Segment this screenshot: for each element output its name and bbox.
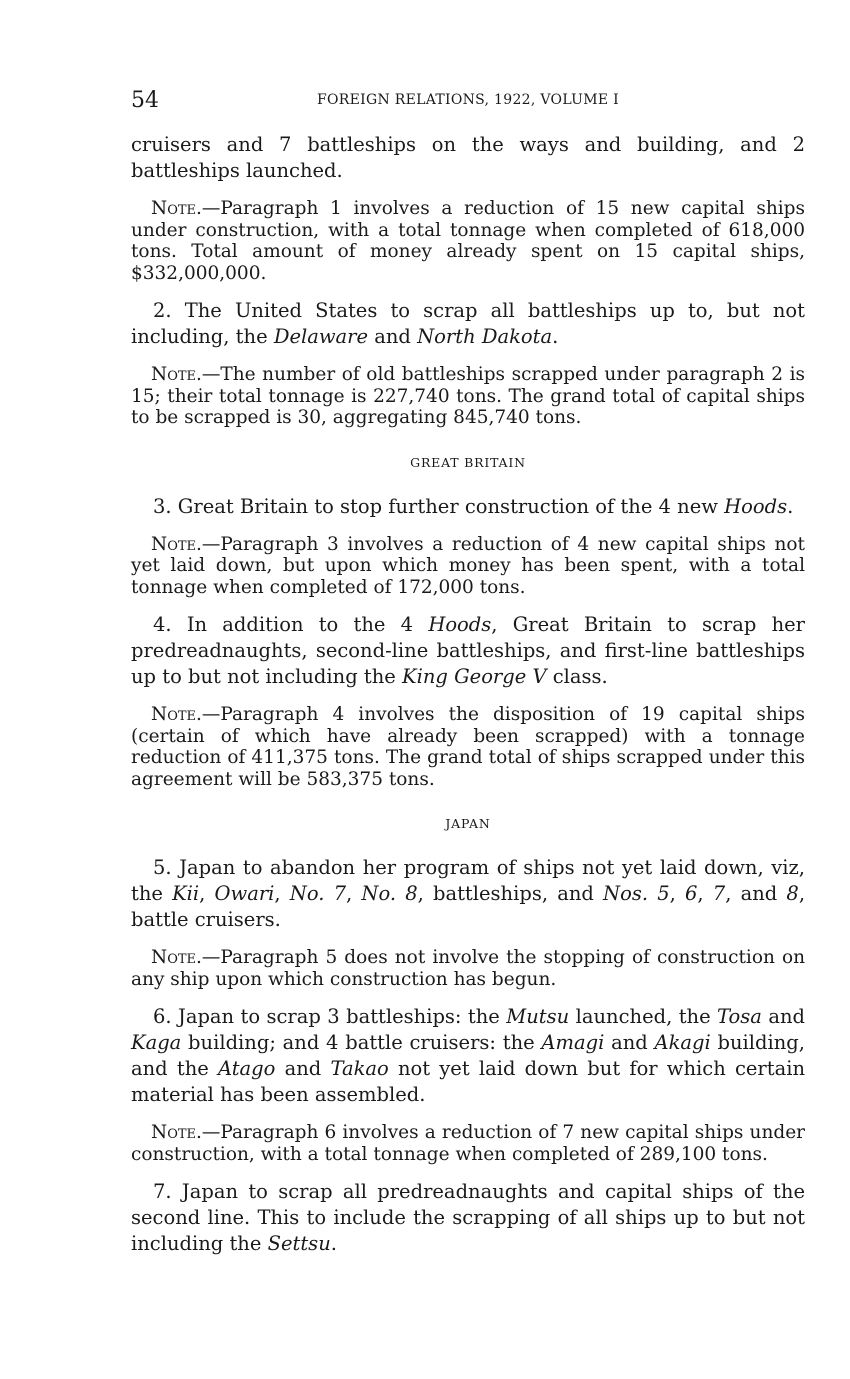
text-run: . <box>787 494 794 518</box>
text-run: , battleships, and <box>417 882 604 905</box>
paragraph-5 <box>131 855 805 933</box>
ship-name: Nos. 5 <box>603 882 670 905</box>
paragraph-2 <box>131 298 805 350</box>
note-paragraph-3 <box>131 534 805 599</box>
note-label: Note. <box>151 1122 202 1143</box>
ship-name: Hoods <box>724 494 788 518</box>
text-run: building; and 4 battle cruisers: the <box>181 1031 542 1054</box>
text-run: 2. The United States to scrap all battleships up to, but not including, the <box>131 299 805 348</box>
paragraph-4 <box>131 612 805 690</box>
note-text: —Paragraph 1 involves a reduction of 15 new capital ships under construction, with a total tonnage when completed of 618,000 tons. Total amount of money already spent on 15 capital ships, $332,000,000. <box>131 198 805 284</box>
ship-name: No. 7 <box>289 882 347 905</box>
note-text: —Paragraph 6 involves a reduction of 7 new capital ships under construction, with a total tonnage when completed of 289,100 tons. <box>131 1122 805 1165</box>
note-paragraph-4 <box>131 704 805 790</box>
ship-name: Takao <box>330 1057 389 1080</box>
text-run: and <box>368 325 418 348</box>
text-run: . <box>330 1232 337 1255</box>
text-run: , and <box>725 882 787 905</box>
ship-name: Settsu <box>267 1232 331 1255</box>
note-label: Note. <box>151 533 202 555</box>
ship-name: Kii <box>172 882 200 905</box>
text-run: , <box>346 882 362 905</box>
text-run: and <box>604 1031 655 1054</box>
text-run: class. <box>546 665 608 688</box>
text-run: and <box>761 1005 805 1028</box>
text-run: 6. Japan to scrap 3 battleships: the <box>153 1005 507 1028</box>
note-paragraph-6 <box>131 1122 805 1165</box>
text-run: , Great Britain to scrap her predreadnaughts, second-line battleships, and first-line battleships up to but not including the <box>131 613 805 688</box>
note-text: —Paragraph 5 does not involve the stopping of construction on any ship upon which construction has begun. <box>131 947 805 990</box>
ship-name: 7 <box>712 882 726 905</box>
ship-name: Tosa <box>717 1005 762 1028</box>
note-text: —The number of old battleships scrapped under paragraph 2 is 15; their total tonnage is 227,740 tons. The grand total of capital ships to be scrapped is 30, aggregating 845,740 tons. <box>131 364 805 428</box>
text-run: not yet laid down but for which certain material has been assembled. <box>131 1057 805 1106</box>
note-paragraph-2 <box>131 364 805 429</box>
ship-name: Atago <box>217 1057 276 1080</box>
text-run: launched, the <box>569 1005 718 1028</box>
note-paragraph-1 <box>131 198 805 284</box>
ship-name: King George V <box>402 665 547 688</box>
note-label: Note. <box>151 198 202 219</box>
paragraph-7 <box>131 1179 805 1257</box>
note-paragraph-5 <box>131 947 805 990</box>
ship-name: 8 <box>786 882 799 905</box>
text-run: . <box>552 325 559 348</box>
ship-name: Amagi <box>541 1031 605 1054</box>
ship-name: Hoods <box>428 613 492 636</box>
text-run: and <box>275 1057 331 1080</box>
note-label: Note. <box>151 947 202 968</box>
section-heading-great-britain: GREAT BRITAIN <box>410 454 526 470</box>
text-run: , <box>697 882 713 905</box>
ship-name: Delaware <box>273 325 369 348</box>
ship-name: No. 8 <box>361 882 418 905</box>
text-run: building, and the <box>131 1031 805 1080</box>
text-run: 5. Japan to abandon her program of ships not yet laid down, viz, the <box>131 856 805 905</box>
document-page <box>131 88 805 1257</box>
text-run: , <box>274 882 290 905</box>
text-run: , <box>669 882 685 905</box>
ship-name: Owari <box>214 882 275 905</box>
page-header <box>131 88 805 118</box>
paragraph-6 <box>131 1004 805 1108</box>
page-number: 54 <box>131 88 159 113</box>
paragraph-continued: cruisers and 7 battleships on the ways and building, and 2 battleships launched. <box>131 133 805 182</box>
section-heading-japan: JAPAN <box>445 816 491 831</box>
note-text: —Paragraph 4 involves the disposition of 19 capital ships (certain of which have already been scrapped) with a tonnage reduction of 411,375 tons. The grand total of ships scrapped under this agreement will be 583,375 tons. <box>131 704 805 790</box>
running-title: FOREIGN RELATIONS, 1922, VOLUME I <box>317 92 619 108</box>
note-label: Note. <box>151 704 202 725</box>
paragraph-3 <box>131 494 805 520</box>
text-run: , battle cruisers. <box>131 882 806 931</box>
text-run: 7. Japan to scrap all predreadnaughts and capital ships of the second line. This to include the scrapping of all ships up to but not including the <box>131 1180 805 1255</box>
text-run: 3. Great Britain to stop further construction of the 4 new <box>153 494 725 518</box>
ship-name: Akagi <box>654 1031 711 1054</box>
text-run: , <box>199 882 215 905</box>
note-label: Note. <box>151 364 202 385</box>
ship-name: Mutsu <box>506 1005 570 1028</box>
text-run: 4. In addition to the 4 <box>153 613 429 636</box>
ship-name: North Dakota <box>417 325 553 348</box>
ship-name: 6 <box>684 882 698 905</box>
note-text: —Paragraph 3 involves a reduction of 4 new capital ships not yet laid down, but upon which money has been spent, with a total tonnage when completed of 172,000 tons. <box>131 533 805 598</box>
ship-name: Kaga <box>131 1031 182 1054</box>
